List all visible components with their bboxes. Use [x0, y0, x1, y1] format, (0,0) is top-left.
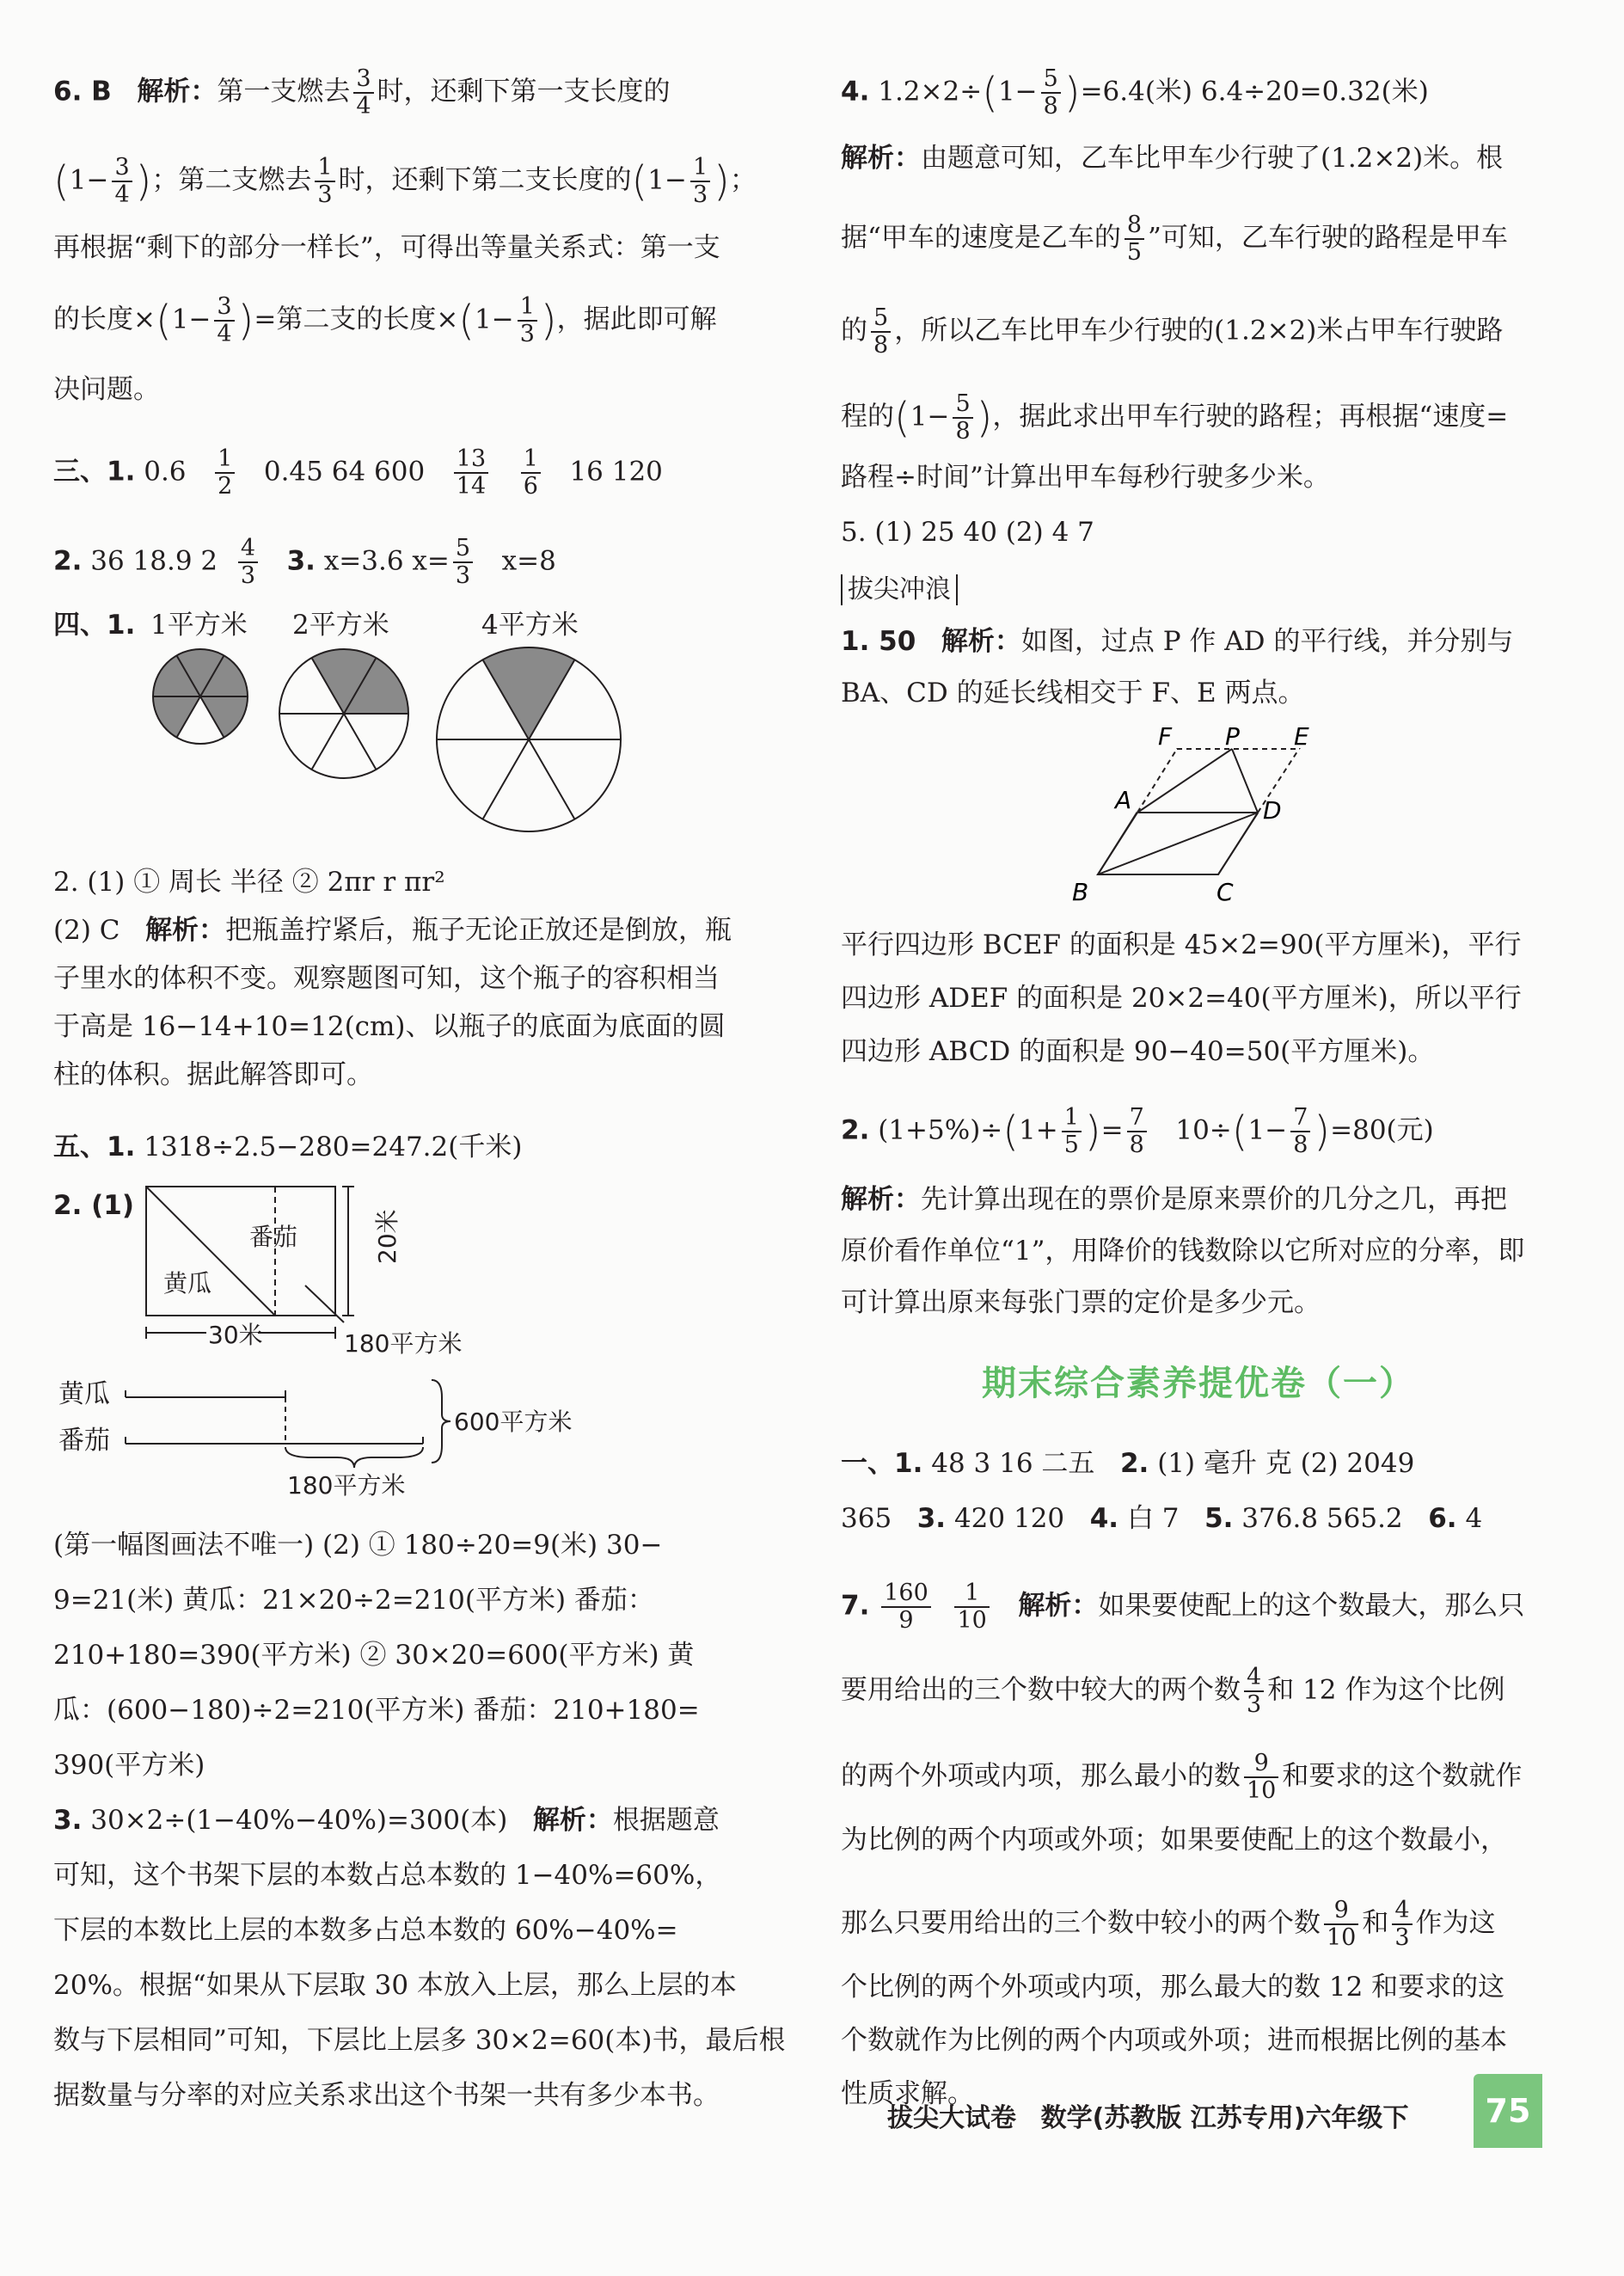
point-B: B	[1072, 878, 1089, 906]
q6-line-5: 决问题。	[53, 374, 160, 405]
bar-tomato-label: 番茄	[58, 1426, 110, 1456]
challenge-tag: 拔尖冲浪	[841, 574, 958, 605]
s5-3-line-2: 可知，这个书架下层的本数占总本数的 1−40%=60%，	[53, 1860, 722, 1891]
r-q7-line-1: 7. $\frac{160}{9}$ $\frac{1}{10}$ 解析：如果要使配上的这个数最大，那么只	[841, 1580, 1525, 1634]
q6-line-4: 的长度×(1− $\frac{3}{4}$ )=第二支的长度×(1− $\frac{1}{3}$ )，据此即可解	[53, 293, 717, 347]
r-q7-line-8: 性质求解。	[841, 2078, 974, 2109]
bar-600-label: 600平方米	[454, 1408, 573, 1436]
fig-tomato-label: 番茄	[249, 1223, 298, 1251]
bar-180-label: 180平方米	[287, 1471, 406, 1500]
s5-3-line-4: 20%。根据“如果从下层取 30 本放入上层，那么上层的本	[53, 1970, 737, 2001]
garden-figure	[138, 1178, 533, 1359]
bar-diagram	[53, 1371, 604, 1509]
s5-3-line-1: 3. 30×2÷(1−40%−40%)=300(本) 解析：根据题意	[53, 1805, 720, 1836]
circle-3	[437, 647, 621, 831]
s5-1-line: 五、1. 1318÷2.5−280=247.2(千米)	[53, 1132, 523, 1163]
r-b1-line-4: 四边形 ADEF 的面积是 20×2=40(平方厘米)，所以平行	[841, 983, 1522, 1014]
r-q4-text-5: 路程÷时间”计算出甲车每秒行驶多少米。	[841, 462, 1330, 493]
parallelogram-figure	[1053, 722, 1337, 907]
circle-2	[279, 649, 408, 778]
s5-2-head: 2. (1)	[53, 1190, 135, 1221]
s5-2-text-3: 210+180=390(平方米) ② 30×20=600(平方米) 黄	[53, 1640, 695, 1671]
fig-cucumber-label: 黄瓜	[163, 1269, 212, 1298]
q6-line-3: 再根据“剩下的部分一样长”，可得出等量关系式：第一支	[53, 232, 720, 263]
s3-line-1: 三、1. 0.6 $\frac{1}{2}$ 0.45 64 600 $\frac{13}{14}$ $\frac{1}{6}$ 16 120	[53, 445, 663, 500]
r-q5-line: 5. (1) 25 40 (2) 4 7	[841, 517, 1094, 548]
footer-book: 拔尖大试卷	[887, 2103, 1016, 2133]
s4-2-line-4: 于高是 16−14+10=12(cm)、以瓶子的底面为底面的圆	[53, 1011, 726, 1042]
s5-2-text-2: 9=21(米) 黄瓜：21×20÷2=210(平方米) 番茄：	[53, 1585, 654, 1616]
r-b2-text-2: 原价看作单位“1”，用降价的钱数除以它所对应的分率，即	[841, 1236, 1525, 1267]
s5-2-text-4: 瓜：(600−180)÷2=210(平方米) 番茄：210+180=	[53, 1695, 700, 1726]
circle-1	[153, 649, 248, 744]
r-q7-line-7: 个数就作为比例的两个内项或外项；进而根据比例的基本	[841, 2025, 1507, 2056]
point-C: C	[1216, 878, 1234, 906]
s5-2-text-1: (第一幅图画法不唯一) (2) ① 180÷20=9(米) 30−	[53, 1530, 663, 1561]
s5-3-line-6: 据数量与分率的对应关系求出这个书架一共有多少本书。	[53, 2080, 720, 2111]
r-b1-line-1: 1. 50 解析：如图，过点 P 作 AD 的平行线，并分别与	[841, 626, 1514, 657]
r-q7-line-2: 要用给出的三个数中较大的两个数 $\frac{4}{3}$ 和 12 作为这个比例	[841, 1664, 1505, 1718]
s5-2-text-5: 390(平方米)	[53, 1750, 205, 1781]
q6-line-1: 6. B 解析：第一支燃去 $\frac{3}{4}$ 时，还剩下第一支长度的	[53, 65, 671, 120]
footer	[887, 2096, 1408, 2134]
point-D: D	[1263, 796, 1282, 825]
r-q7-line-3: 的两个外项或内项，那么最小的数 $\frac{9}{10}$ 和要求的这个数就作	[841, 1750, 1523, 1804]
r-q7-line-5: 那么只要用给出的三个数中较小的两个数 $\frac{9}{10}$ 和 $\frac{4}{3}$ 作为这	[841, 1897, 1496, 1951]
r-b1-line-3: 平行四边形 BCEF 的面积是 45×2=90(平方厘米)，平行	[841, 929, 1522, 960]
s3-line-2: 2. 36 18.9 2 $\frac{4}{3}$ 3. x=3.6 x= $\frac{5}{3}$ x=8	[53, 535, 556, 589]
r-p1-line: 一、1. 48 3 16 二五 2. (1) 毫升 克 (2) 2049	[841, 1448, 1415, 1479]
s4-head: 四、1.	[53, 610, 136, 641]
r-q4-text-4: 程的(1− $\frac{5}{8}$ )，据此求出甲车行驶的路程；再根据“速度=	[841, 390, 1509, 445]
q6-line-2: (1− $\frac{3}{4}$ )；第二支燃去 $\frac{1}{3}$ 时，还剩下第二支长度的(1− $\frac{1}{3}$ )；	[53, 154, 757, 208]
s5-3-line-5: 数与下层相同”可知，下层比上层多 30×2=60(本)书，最后根	[53, 2025, 786, 2056]
point-A: A	[1115, 786, 1132, 814]
r-p2-line: 365 3. 420 120 4. 白 7 5. 376.8 565.2 6. 4	[841, 1503, 1483, 1534]
s5-3-line-3: 下层的本数比上层的本数多占总本数的 60%−40%=	[53, 1915, 678, 1946]
r-q4-line: 4. 1.2×2÷(1− $\frac{5}{8}$ )=6.4(米) 6.4÷20=0.32(米)	[841, 65, 1429, 120]
bar-cucumber-label: 黄瓜	[58, 1379, 110, 1409]
r-q4-text-3: 的 $\frac{5}{8}$ ，所以乙车比甲车少行驶的(1.2×2)米占甲车行驶路	[841, 304, 1504, 359]
r-b1-line-5: 四边形 ABCD 的面积是 90−40=50(平方厘米)。	[841, 1036, 1435, 1067]
r-q7-line-6: 个比例的两个外项或内项，那么最大的数 12 和要求的这	[841, 1972, 1505, 2003]
point-P: P	[1225, 722, 1240, 751]
circle-label-1: 1平方米	[150, 610, 248, 641]
fig-180-label: 180平方米	[344, 1329, 463, 1358]
page-number: 75	[1474, 2074, 1542, 2148]
r-q4-text-2: 据“甲车的速度是乙车的 $\frac{8}{5}$ ”可知，乙车行驶的路程是甲车	[841, 212, 1508, 266]
s4-2-line-1: 2. (1) ① 周长 半径 ② 2πr r πr²	[53, 867, 445, 898]
footer-subject: 数学(苏教版 江苏专用)六年级下	[1040, 2103, 1409, 2133]
pie-circles-figure	[146, 645, 636, 843]
circle-label-3: 4平方米	[481, 610, 579, 641]
s4-2-line-5: 柱的体积。据此解答即可。	[53, 1059, 373, 1090]
r-b2-line: 2. (1+5%)÷(1+ $\frac{1}{5}$ )= $\frac{7}{8}$ 10÷(1− $\frac{7}{8}$ )=80(元)	[841, 1104, 1434, 1158]
r-q4-text-1: 解析：由题意可知，乙车比甲车少行驶了(1.2×2)米。根	[841, 143, 1504, 174]
s4-2-line-2: (2) C 解析：把瓶盖拧紧后，瓶子无论正放还是倒放，瓶	[53, 915, 732, 946]
point-F: F	[1158, 722, 1173, 751]
r-b2-text-1: 解析：先计算出现在的票价是原来票价的几分之几，再把	[841, 1184, 1507, 1215]
fig-30-label: 30米	[208, 1321, 263, 1349]
section-title: 期末综合素养提优卷（一）	[982, 1364, 1415, 1403]
s4-2-line-3: 子里水的体积不变。观察题图可知，这个瓶子的容积相当	[53, 963, 720, 994]
r-q7-line-4: 为比例的两个内项或外项；如果要使配上的这个数最小，	[841, 1825, 1507, 1856]
r-b2-text-3: 可计算出原来每张门票的定价是多少元。	[841, 1287, 1321, 1318]
circle-label-2: 2平方米	[292, 610, 389, 641]
r-b1-line-2: BA、CD 的延长线相交于 F、E 两点。	[841, 678, 1305, 709]
point-E: E	[1294, 722, 1309, 751]
fig-20-label: 20米	[373, 1209, 401, 1264]
